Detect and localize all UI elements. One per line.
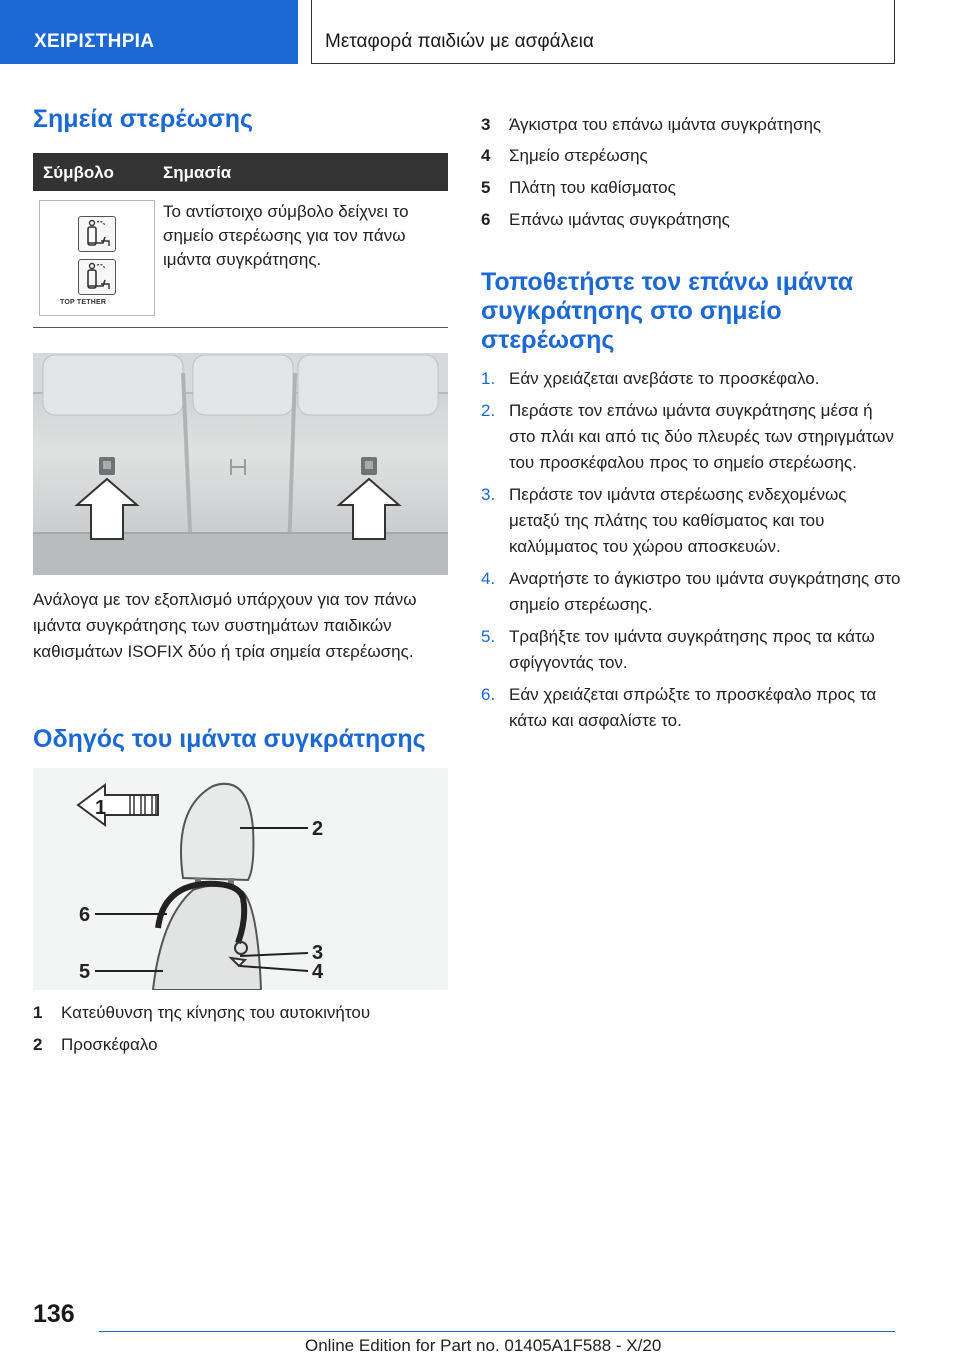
anchor-description: Ανάλογα με τον εξοπλισμό υπάρχουν για τον πάνω ιμάντα συγκράτησης των συστημάτων παιδικών καθισμάτων ISOFIX δύο ή τρία σημεία στερέωσης. — [33, 590, 417, 661]
col-symbol-header: Σύμβολο — [43, 163, 114, 182]
callout-2: 2 — [312, 818, 324, 840]
callout-4: 4 — [312, 961, 324, 983]
step-item: 5. Τραβήξτε τον ιμάντα συγκράτησης προς τα κάτω σφίγγοντάς τον. — [481, 627, 875, 672]
top-tether-symbol — [39, 200, 155, 316]
callout-6: 6 — [79, 904, 91, 926]
callout-3: 3 — [312, 942, 324, 964]
legend-left: 1 Κατεύθυνση της κίνησης του αυτοκινήτου 2 Προσκέφαλο — [33, 1003, 371, 1054]
header-chapter-box — [311, 0, 895, 64]
anchor-points-photo — [33, 353, 448, 575]
attach-section-title: Τοποθετήστε τον επάνω ιμάντα συγκράτησης στο σημείο στερέωσης — [481, 268, 854, 354]
symbol-table-header — [33, 153, 448, 191]
child-seat-anchor-icon — [78, 216, 116, 252]
footer-divider — [99, 1331, 895, 1332]
guide-section-title: Οδηγός του ιμάντα συγκράτησης — [33, 725, 426, 753]
step-item: 1. Εάν χρειάζεται ανεβάστε το προσκέφαλο. — [481, 369, 820, 388]
top-tether-caption: TOP TETHER — [60, 299, 107, 306]
callout-5: 5 — [79, 961, 91, 983]
step-item: 6. Εάν χρειάζεται σπρώξτε το προσκέφαλο προς τα κάτω και ασφαλίστε το. — [481, 685, 877, 730]
headrest-tether-diagram — [33, 768, 448, 990]
step-item: 2. Περάστε τον επάνω ιμάντα συγκράτησης μέσα ή στο πλάι και από τις δύο πλευρές των στηριγμάτων του προσκέφαλου προς το σημείο στερέωσης. — [481, 401, 894, 472]
top-tether-icon — [78, 259, 116, 295]
step-item: 4. Αναρτήστε το άγκιστρο του ιμάντα συγκράτησης στο σημείο στερέωσης. — [481, 569, 901, 614]
legend-right: 3 Άγκιστρα του επάνω ιμάντα συγκράτησης 4 Σημείο στερέωσης 5 Πλάτη του καθίσματος 6 Επάνω ιμάντας συγκράτησης — [481, 115, 822, 229]
table-divider — [33, 327, 448, 328]
attach-steps-list — [481, 366, 901, 740]
callout-1: 1 — [95, 797, 107, 819]
col-meaning-header: Σημασία — [163, 163, 232, 182]
symbol-meaning-text: Το αντίστοιχο σύμβολο δείχνει το σημείο στερέωσης για τον πάνω ιμάντα συγκράτησης. — [163, 202, 409, 269]
page-number: 136 — [33, 1300, 75, 1328]
anchor-section-title: Σημεία στερέωσης — [33, 105, 254, 133]
footer-edition: Online Edition for Part no. 01405A1F588 - X/20 — [305, 1336, 662, 1355]
header-section-tab — [0, 0, 298, 64]
header-section-label: ΧΕΙΡΙΣΤΗΡΙΑ — [34, 31, 155, 52]
header-chapter-label: Μεταφορά παιδιών με ασφάλεια — [325, 31, 594, 52]
step-item: 3. Περάστε τον ιμάντα στερέωσης ενδεχομένως μεταξύ της πλάτης του καθίσματος και του καλύμματος του χώρου αποσκευών. — [481, 485, 847, 556]
